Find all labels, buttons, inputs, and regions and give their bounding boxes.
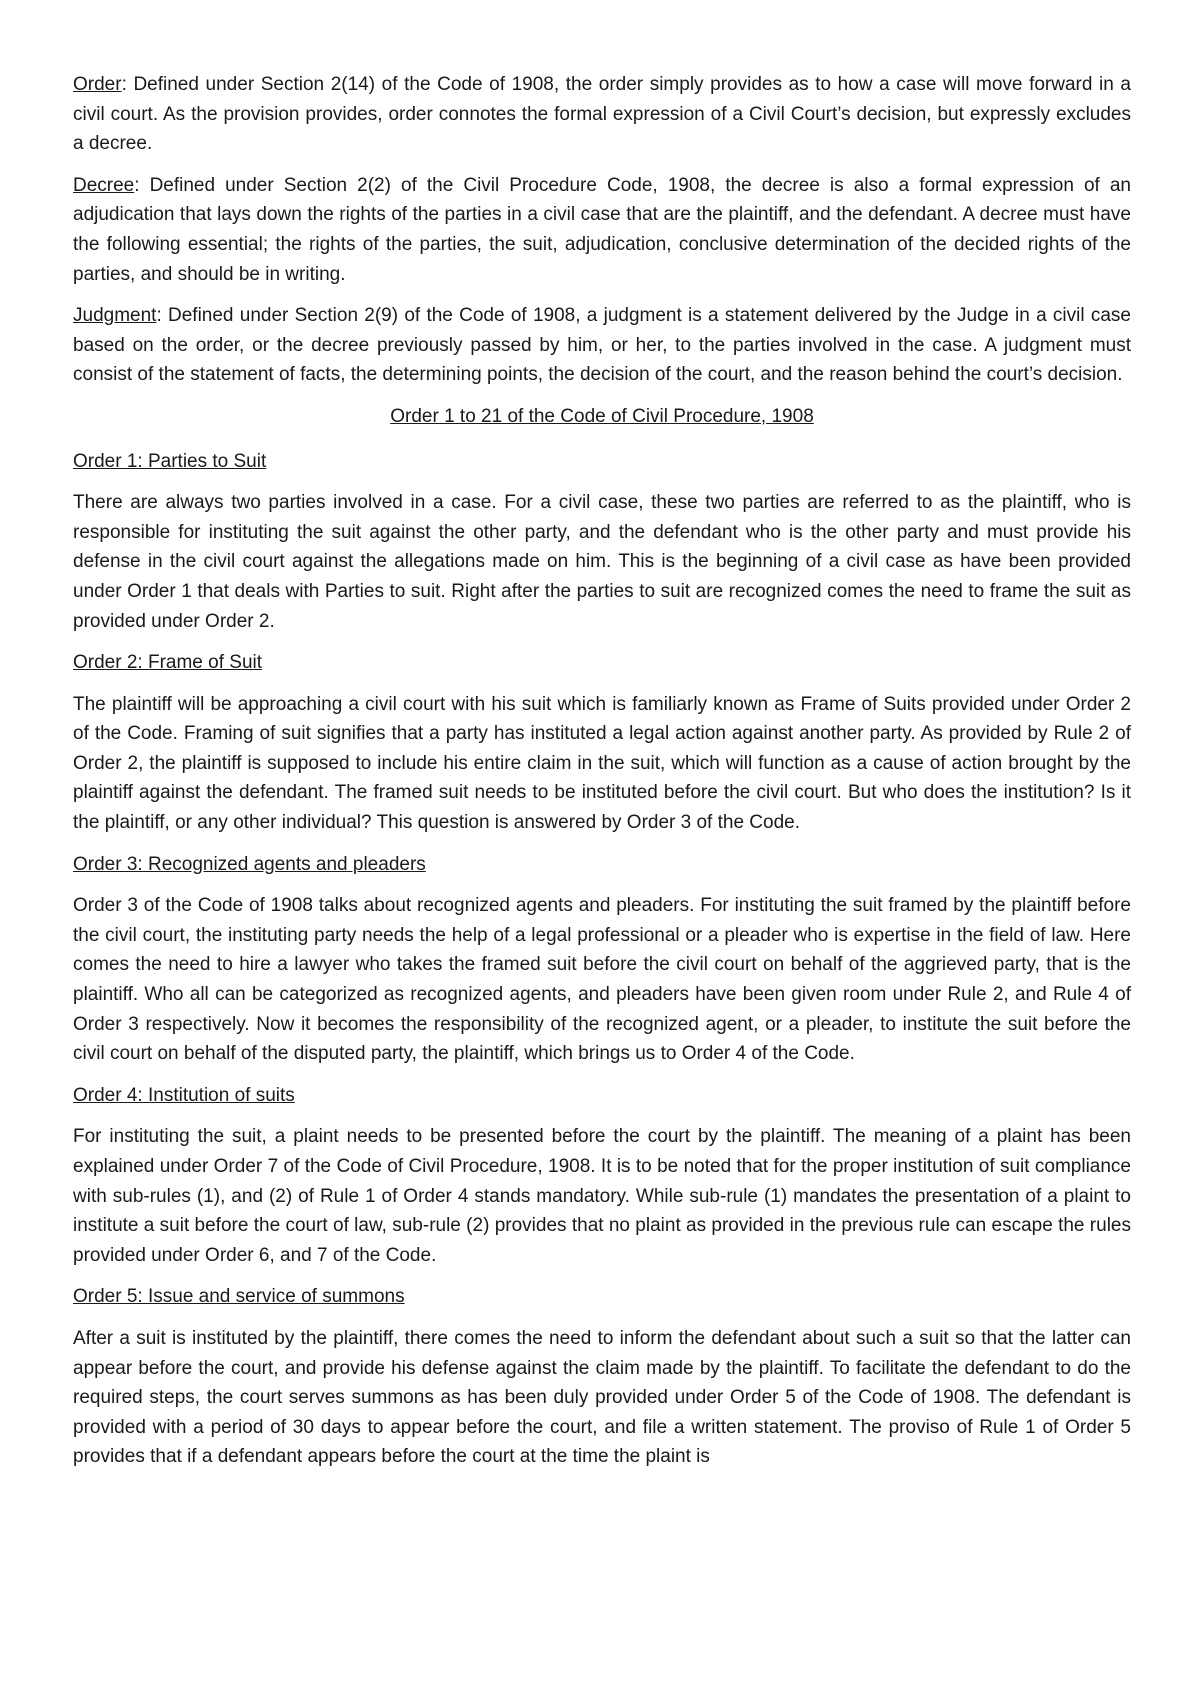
order-3-body: Order 3 of the Code of 1908 talks about recognized agents and pleaders. For instituting the suit framed by the plaintiff before the civil court, the instituting party needs the help of a legal professional or a pleader who is expertise in the field of law. Here comes the need to hire a lawyer who takes the framed suit before the civil court on behalf of the aggrieved party, that is the plaintiff. Who all can be categorized as recognized agents, and pleaders have been given room under Rule 2, and Rule 4 of Order 3 respectively. Now it becomes the responsibility of the recognized agent, or a pleader, to institute the suit before the civil court on behalf of the disputed party, the plaintiff, which brings us to Order 4 of the Code. xyxy=(73,895,1131,1065)
definition-order-text: : Defined under Section 2(14) of the Code of 1908, the order simply provides as to how a case will move forward in a civil court. As the provision provides, order connotes the formal expression of a Civil Court’s decision, but expressly excludes a decree. xyxy=(73,74,1131,155)
order-1-body: There are always two parties involved in a case. For a civil case, these two parties are referred to as the plaintiff, who is responsible for instituting the suit against the other party, and the defendant who is the other party and must provide his defense in the civil court against the allegations made on him. This is the beginning of a civil case as have been provided under Order 1 that deals with Parties to suit. Right after the parties to suit are recognized comes the need to frame the suit as provided under Order 2. xyxy=(73,492,1131,632)
definition-judgment xyxy=(73,301,1131,390)
definition-order xyxy=(73,70,1131,159)
order-2-heading: Order 2: Frame of Suit xyxy=(73,652,263,674)
order-4-body: For instituting the suit, a plaint needs to be presented before the court by the plaintiff. The meaning of a plaint has been explained under Order 7 of the Code of Civil Procedure, 1908. It is to be noted that for the proper institution of suit compliance with sub-rules (1), and (2) of Rule 1 of Order 4 stands mandatory. While sub-rule (1) mandates the presentation of a plaint to institute a suit before the court of law, sub-rule (2) provides that no plaint as provided in the previous rule can escape the rules provided under Order 6, and 7 of the Code. xyxy=(73,1126,1131,1266)
document-page xyxy=(73,70,1131,1472)
order-2-body: The plaintiff will be approaching a civil court with his suit which is familiarly known as Frame of Suits provided under Order 2 of the Code. Framing of suit signifies that a party has instituted a legal action against another party. As provided by Rule 2 of Order 2, the plaintiff is supposed to include his entire claim in the suit, which will function as a cause of action brought by the plaintiff against the defendant. The framed suit needs to be instituted before the civil court. But who does the institution? Is it the plaintiff, or any other individual? This question is answered by Order 3 of the Code. xyxy=(73,693,1131,834)
order-1-heading: Order 1: Parties to Suit xyxy=(73,450,267,472)
term-judgment: Judgment xyxy=(73,305,157,327)
order-4-heading: Order 4: Institution of suits xyxy=(73,1084,295,1106)
order-3-heading: Order 3: Recognized agents and pleaders xyxy=(73,853,426,875)
section-title-text: Order 1 to 21 of the Code of Civil Procedure, 1908 xyxy=(390,405,814,427)
definition-judgment-text: : Defined under Section 2(9) of the Code of 1908, a judgment is a statement delivered by the Judge in a civil case based on the order, or the decree previously passed by him, or her, to the parties involved in the case. A judgment must consist of the statement of facts, the determining points, the decision of the court, and the reason behind the court’s decision. xyxy=(73,305,1131,386)
order-5-body: After a suit is instituted by the plaintiff, there comes the need to inform the defendant about such a suit so that the latter can appear before the court, and provide his defense against the claim made by the plaintiff. To facilitate the defendant to do the required steps, the court serves summons as has been duly provided under Order 5 of the Code of 1908. The defendant is provided with a period of 30 days to appear before the court, and file a written statement. The proviso of Rule 1 of Order 5 provides that if a defendant appears before the court at the time the plaint is xyxy=(73,1327,1131,1468)
term-order: Order xyxy=(73,74,122,95)
term-decree: Decree xyxy=(73,174,135,196)
definition-decree xyxy=(73,171,1131,289)
definition-decree-text: : Defined under Section 2(2) of the Civil Procedure Code, 1908, the decree is also a formal expression of an adjudication that lays down the rights of the parties in a civil case that are the plaintiff, and the defendant. A decree must have the following essential; the rights of the parties, the suit, adjudication, conclusive determination of the decided rights of the parties, and should be in writing. xyxy=(73,174,1131,285)
section-title xyxy=(73,402,1131,432)
order-5-heading: Order 5: Issue and service of summons xyxy=(73,1286,405,1308)
